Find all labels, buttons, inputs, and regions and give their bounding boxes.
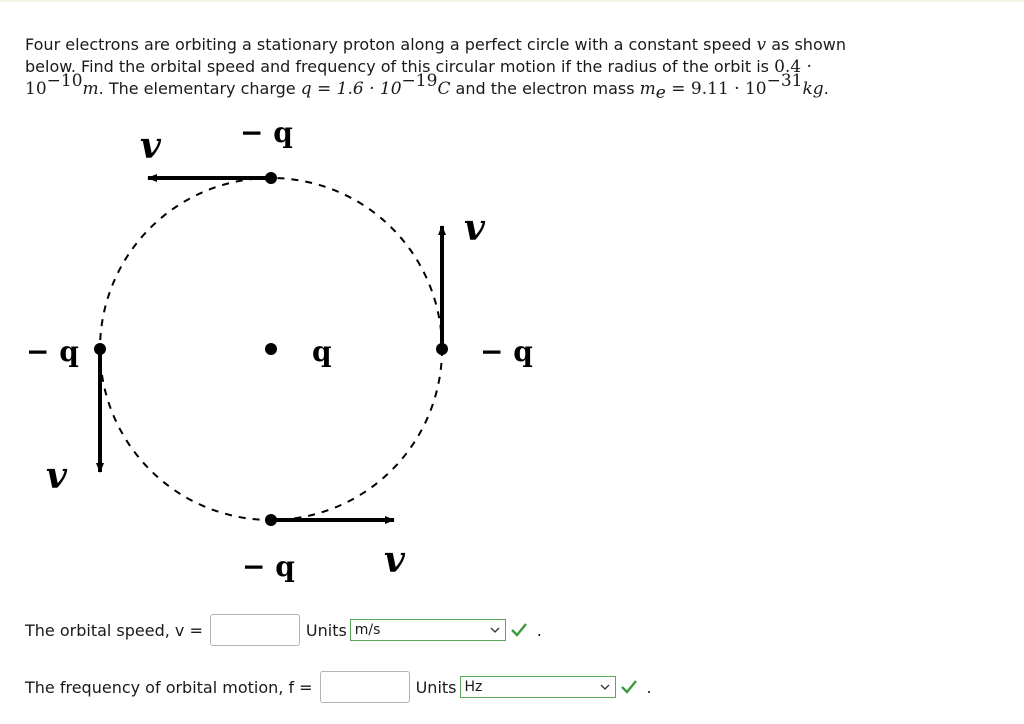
frequency-input[interactable]: [320, 671, 410, 703]
problem-statement: Four electrons are orbiting a stationary proton along a perfect circle with a constant speed v as shown below. Find the orbital speed and frequency of this circular motion if the radius of the orbit is $0.4 \cdot 10^{-10}m$. The elementary charge $q = 1.6 \cdot 10^{-19}C$ and the electron mass $m_e = 9.11 \cdot 10^{-31}kg$.: [25, 35, 846, 104]
frequency-unit-selected: Hz: [464, 679, 483, 695]
v-label-top: v: [140, 125, 161, 167]
speed-input[interactable]: [210, 614, 300, 646]
speed-answer-row: [25, 612, 542, 648]
check-icon: [620, 678, 638, 696]
charge-label-proton: q: [312, 335, 332, 368]
chevron-down-icon: [489, 624, 501, 636]
speed-unit-selected: m/s: [354, 622, 381, 638]
frequency-answer-row: [25, 669, 652, 705]
v-label-right: v: [464, 207, 485, 249]
orbit-diagram: [0, 110, 600, 595]
top-border: [0, 0, 1024, 2]
frequency-units-select[interactable]: [460, 676, 616, 698]
charge-label-right: − q: [480, 335, 533, 368]
frequency-units-label: Units: [415, 677, 457, 697]
charge-label-left: − q: [26, 335, 79, 368]
charge-label-top: − q: [240, 116, 293, 149]
chevron-down-icon: [599, 681, 611, 693]
charge-label-bottom: − q: [242, 550, 295, 583]
v-label-left: v: [46, 455, 67, 497]
frequency-row-period: .: [646, 677, 652, 697]
proton-dot: [265, 343, 277, 355]
check-icon: [510, 621, 528, 639]
v-label-bottom: v: [384, 539, 405, 581]
speed-units-select[interactable]: [350, 619, 506, 641]
frequency-label: The frequency of orbital motion, f =: [25, 677, 313, 697]
speed-units-label: Units: [305, 620, 347, 640]
speed-row-period: .: [536, 620, 542, 640]
speed-label: The orbital speed, v =: [25, 620, 203, 640]
